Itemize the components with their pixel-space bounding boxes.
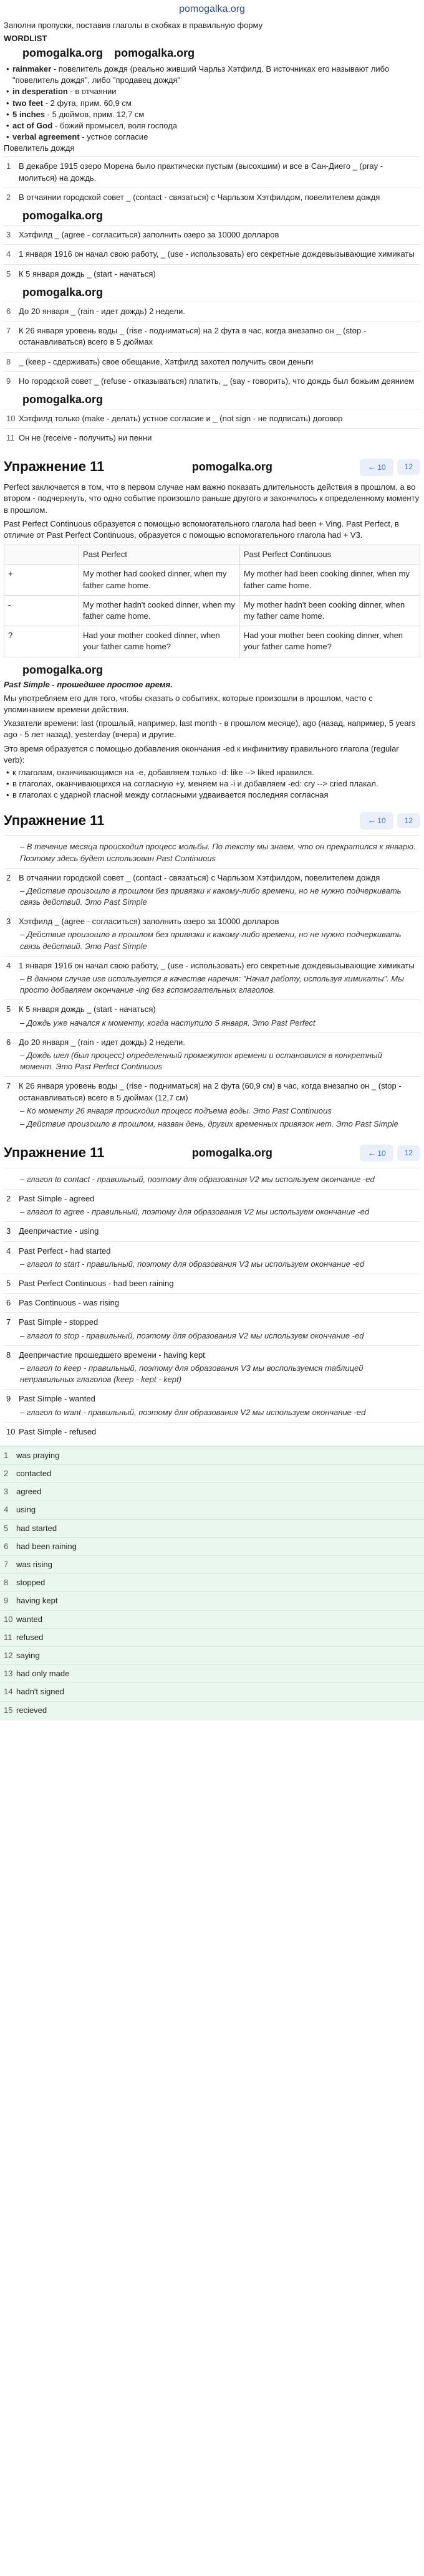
past-simple-paragraph: Мы употребляем его для того, чтобы сказать о событиях, которые произошли в прошлом, часто с упоминанием времени действия. bbox=[4, 693, 373, 715]
explanation-number: 3 bbox=[6, 917, 11, 927]
task-item bbox=[4, 225, 420, 244]
task-item bbox=[4, 188, 420, 207]
answer-number: 5 bbox=[6, 1279, 11, 1289]
task-text: К 26 января уровень воды _ (rise - подниматься) на 2 фута в час, когда внезапно он _ (stop - останавливаться) всего в 5 дюймах bbox=[19, 326, 367, 347]
past-simple-paragraph: Указатели времени: last (прошлый, например, last month - в прошлом месяце), ago (назад, например, 5 years ago - 5 лет назад), yesterday (вчера) и другие. bbox=[4, 718, 416, 740]
wordlist-item bbox=[4, 64, 420, 86]
final-answer-item bbox=[0, 1664, 424, 1682]
explanation-item bbox=[4, 835, 420, 867]
explanation-text: К 5 января дождь _ (start - начаться) bbox=[19, 1004, 156, 1014]
answer-note: – глагол to want - правильный, поэтому для образования V2 мы используем окончание -ed bbox=[6, 1407, 418, 1418]
past-simple-paragraph: Это время образуется с помощью добавления окончания -ed к инфинитиву правильного глагола (regular verb): bbox=[4, 743, 399, 765]
task-text: Он не (receive - получить) ни пенни bbox=[19, 433, 152, 443]
answer-item bbox=[4, 1221, 420, 1241]
answer-item bbox=[4, 1168, 420, 1189]
grammar-paragraph: Past Perfect Continuous образуется с помощью вспомогательного глагола had been + Ving. Past Perfect, в отличие от Past Perfect Continuous, образуется с помощью вспомогательного глагола had + V3. bbox=[4, 518, 399, 540]
task-text: К 5 января дождь _ (start - начаться) bbox=[19, 269, 156, 279]
table-cell: My mother had cooked dinner, when my father came home. bbox=[79, 565, 240, 595]
next-exercise-button[interactable]: 12 bbox=[397, 1145, 420, 1161]
explanation-item bbox=[4, 1033, 420, 1077]
explanation-row bbox=[6, 1080, 418, 1103]
table-cell: Had your mother cooked dinner, when your father came home? bbox=[79, 626, 240, 657]
final-answer-value: stopped bbox=[16, 1578, 46, 1588]
task-item bbox=[4, 264, 420, 284]
explanation-list bbox=[4, 868, 420, 1133]
wordlist-item bbox=[4, 131, 420, 143]
final-answer-item bbox=[0, 1555, 424, 1573]
final-answer-number: 2 bbox=[4, 1469, 9, 1479]
wordlist-term: verbal agreement bbox=[12, 132, 80, 142]
task-number: 4 bbox=[6, 249, 11, 259]
table-cell: Had your mother been cooking dinner, when your father came home? bbox=[239, 626, 420, 657]
final-answer-value: had been raining bbox=[16, 1541, 77, 1551]
explanation-number: 2 bbox=[6, 872, 11, 882]
explanation-row bbox=[6, 916, 418, 927]
explanation-item bbox=[4, 956, 420, 1000]
wordlist-term: two feet bbox=[12, 98, 44, 108]
site-logo[interactable]: pomogalka.org bbox=[179, 4, 245, 14]
answer-row bbox=[6, 1350, 418, 1361]
task-item bbox=[4, 156, 420, 187]
task-text: 1 января 1916 он начал свою работу, _ (use - использовать) его секретные дождевызывающие химикаты bbox=[19, 249, 415, 259]
table-cell: My mother had been cooking dinner, when my father came home. bbox=[239, 565, 420, 595]
past-simple-section bbox=[0, 661, 424, 801]
task-text: В отчаянии городской совет _ (contact - связаться) с Чарльзом Хэтфилдом, повелителем дождя bbox=[19, 192, 380, 202]
wordlist-item bbox=[4, 98, 420, 109]
table-row bbox=[4, 565, 420, 595]
explanation-item bbox=[4, 1076, 420, 1133]
final-answer-value: having kept bbox=[16, 1596, 58, 1606]
final-answer-value: hadn't signed bbox=[16, 1687, 64, 1697]
table-cell: My mother hadn't been cooking dinner, when my father came home. bbox=[239, 595, 420, 626]
final-answer-value: had started bbox=[16, 1523, 57, 1533]
task-item bbox=[4, 409, 420, 428]
wordlist-term: act of God bbox=[12, 120, 53, 130]
explanation-item bbox=[4, 912, 420, 956]
explanation-number: 4 bbox=[6, 960, 11, 970]
prev-exercise-button[interactable]: ← 10 bbox=[360, 459, 393, 476]
answer-row bbox=[6, 1193, 418, 1205]
answer-text: Past Perfect - had started bbox=[19, 1246, 111, 1256]
final-answer-number: 11 bbox=[4, 1632, 12, 1642]
answer-row bbox=[6, 1246, 418, 1257]
answer-number: 2 bbox=[6, 1194, 11, 1204]
final-answer-number: 6 bbox=[4, 1541, 9, 1551]
task-number: 1 bbox=[6, 161, 11, 171]
wordlist-definition: - 5 дюймов, прим. 12,7 см bbox=[45, 109, 145, 119]
final-answer-value: was praying bbox=[16, 1450, 60, 1460]
watermark bbox=[4, 391, 420, 409]
final-answer-number: 13 bbox=[4, 1669, 13, 1679]
explanation-number: 7 bbox=[6, 1081, 11, 1091]
watermark: pomogalka.org bbox=[191, 460, 272, 474]
arrow-left-icon: ← bbox=[367, 462, 377, 472]
final-answer-list bbox=[0, 1445, 424, 1720]
wordlist bbox=[4, 64, 420, 143]
task-number: 2 bbox=[6, 192, 11, 202]
wordlist-item bbox=[4, 120, 420, 131]
answer-item bbox=[4, 1293, 420, 1312]
final-answer-value: wanted bbox=[16, 1614, 42, 1624]
task-text: В декабре 1915 озеро Морена было практически пустым (высохшим) и все в Сан-Диего _ (pray - молиться) на дождь. bbox=[19, 161, 383, 183]
answer-number: 3 bbox=[6, 1226, 11, 1236]
final-answer-number: 4 bbox=[4, 1505, 9, 1515]
answer-row bbox=[6, 1426, 418, 1438]
watermark bbox=[4, 284, 420, 302]
answer-note: – глагол to start - правильный, поэтому для образования V3 мы используем окончание -ed bbox=[6, 1259, 418, 1270]
task-number: 5 bbox=[6, 269, 11, 279]
final-answer-value: was rising bbox=[16, 1560, 52, 1570]
explanation-section bbox=[0, 835, 424, 1133]
final-answer-item bbox=[0, 1573, 424, 1591]
final-answer-value: recieved bbox=[16, 1705, 47, 1715]
explanation-text: В отчаянии городской совет _ (contact - связаться) с Чарльзом Хэтфилдом, повелителем дождя bbox=[19, 872, 380, 882]
final-answer-value: using bbox=[16, 1505, 36, 1515]
final-answer-item bbox=[0, 1500, 424, 1519]
answer-item bbox=[4, 1274, 420, 1293]
final-answer-number: 9 bbox=[4, 1596, 9, 1606]
task-number: 10 bbox=[6, 414, 16, 424]
wordlist-title: WORDLIST bbox=[4, 33, 47, 43]
final-answer-item bbox=[0, 1537, 424, 1555]
past-simple-heading: Past Simple - прошедшее простое время. bbox=[4, 679, 173, 689]
final-answer-number: 3 bbox=[4, 1487, 9, 1497]
exercise-title: Упражнение 11 bbox=[4, 459, 105, 475]
answer-item bbox=[4, 1312, 420, 1345]
ed-rule-item: • к глаголам, оканчивающимся на -e, добавляем только -d: like --> liked нравился. bbox=[4, 767, 420, 778]
watermark-text: pomogalka.org bbox=[22, 393, 104, 406]
explanation-number: 5 bbox=[6, 1004, 11, 1014]
task-number: 11 bbox=[6, 433, 15, 443]
watermark-text: pomogalka.org bbox=[22, 209, 104, 222]
answer-text: Деепричастие прошедшего времени - having kept bbox=[19, 1350, 205, 1360]
explanation-row bbox=[6, 960, 418, 971]
rainmaker-label: Повелитель дождя bbox=[4, 143, 75, 153]
explanation-item bbox=[4, 999, 420, 1032]
task-item bbox=[4, 352, 420, 371]
explanation-note: – Дождь шел (был процесс) определенный промежуток времени и остановился в конкретный момент. Это Past Perfect Continuous bbox=[6, 1050, 418, 1072]
final-answer-value: contacted bbox=[16, 1469, 52, 1479]
explanation-row bbox=[6, 1004, 418, 1015]
exercise-title: Упражнение 11 bbox=[4, 1145, 105, 1161]
watermark: pomogalka.org bbox=[191, 1146, 272, 1159]
explanation-note: – Действие произошло в прошлом без привязки к какому-либо времени, но не нужно подчеркивать связь действий. Это Past Simple bbox=[6, 885, 418, 908]
ed-rule-item: • в глаголах с ударной гласной между согласными удваивается последняя согласная bbox=[4, 789, 420, 801]
final-answer-number: 7 bbox=[4, 1560, 9, 1570]
answer-row bbox=[6, 1226, 418, 1237]
exercise-header bbox=[0, 806, 424, 836]
explanation-note: – В данном случае use используется в качестве наречия: "Начал работу, используя химикаты". Мы просто добавляем окончание -ing без вспомогательных глаголов. bbox=[6, 973, 418, 996]
wordlist-definition: - 2 фута, прим. 60,9 см bbox=[43, 98, 132, 108]
final-answer-item bbox=[0, 1628, 424, 1646]
table-cell: + bbox=[4, 565, 79, 595]
task-item bbox=[4, 244, 420, 264]
task-text: _ (keep - сдерживать) свое обещание, Хэтфилд захотел получить свои деньги bbox=[19, 356, 314, 366]
exercise-title: Упражнение 11 bbox=[4, 812, 105, 828]
answer-item bbox=[4, 1241, 420, 1274]
explanation-note: – В течение месяца происходил процесс мольбы. По тексту мы знаем, что он прекратился к январю. Поэтому здесь будет использован Past Continuous bbox=[6, 841, 418, 864]
answer-row bbox=[6, 1297, 418, 1309]
table-body bbox=[4, 565, 420, 657]
task-text: Хэтфилд только (make - делать) устное согласие и _ (not sign - не подписать) договор bbox=[19, 414, 343, 424]
explanation-number: 6 bbox=[6, 1037, 11, 1047]
answer-item bbox=[4, 1345, 420, 1390]
answer-number: 4 bbox=[6, 1246, 11, 1256]
task-item bbox=[4, 371, 420, 391]
explanation-text: 1 января 1916 он начал свою работу, _ (use - использовать) его секретные дождевызывающие химикаты bbox=[19, 960, 415, 970]
ed-rule-item: • в глаголах, оканчивающихся на согласную +y, меняем на -i и добавляем -ed: cry --> cried плакал. bbox=[4, 778, 420, 789]
answer-text: Деепричастие - using bbox=[19, 1226, 99, 1236]
wordlist-definition: - устное согласие bbox=[79, 132, 148, 142]
exercise-header bbox=[0, 1138, 424, 1168]
table-row bbox=[4, 626, 420, 657]
task-text: До 20 января _ (rain - идет дождь) 2 недели. bbox=[19, 306, 185, 316]
final-answer-item bbox=[0, 1646, 424, 1664]
final-answer-value: agreed bbox=[16, 1487, 42, 1497]
final-answer-number: 12 bbox=[4, 1650, 13, 1660]
wordlist-definition: - божий промысел, воля господа bbox=[52, 120, 178, 130]
final-answer-item bbox=[0, 1591, 424, 1610]
answer-number: 9 bbox=[6, 1394, 11, 1404]
answer-note: – глагол to keep - правильный, поэтому для образования V3 мы воспользуемся таблицей неправильных глаголов (keep - kept - kept) bbox=[6, 1363, 418, 1385]
wordlist-definition: - в отчаянии bbox=[67, 87, 117, 97]
answer-text: Pas Continuous - was rising bbox=[19, 1298, 120, 1308]
task-number: 6 bbox=[6, 306, 11, 316]
explanation-text: До 20 января _ (rain - идет дождь) 2 недели. bbox=[19, 1037, 185, 1047]
explanation-note: – Действие произошло в прошлом, назван день, других временных привязок нет. Это Past Simple bbox=[6, 1119, 418, 1130]
answer-text: Past Simple - refused bbox=[19, 1426, 97, 1436]
final-answer-number: 5 bbox=[4, 1523, 9, 1533]
final-answer-number: 1 bbox=[4, 1450, 9, 1460]
final-answer-item bbox=[0, 1682, 424, 1701]
final-answer-item bbox=[0, 1610, 424, 1628]
explanation-note: – Дождь уже начался к моменту, когда наступило 5 января. Это Past Perfect bbox=[6, 1018, 418, 1029]
final-answer-item bbox=[0, 1464, 424, 1482]
watermark-text: pomogalka.org bbox=[22, 285, 104, 298]
answer-item bbox=[4, 1189, 420, 1221]
watermark: pomogalka.org pomogalka.org bbox=[22, 46, 195, 59]
table-cell: My mother hadn't cooked dinner, when my father came home. bbox=[79, 595, 240, 626]
tense-table bbox=[4, 545, 420, 657]
answer-text: Past Simple - stopped bbox=[19, 1317, 99, 1327]
exercise-header bbox=[0, 452, 424, 482]
task-item bbox=[4, 321, 420, 351]
prev-exercise-button[interactable]: ← 10 bbox=[360, 812, 393, 829]
grammar-paragraph: Perfect заключается в том, что в первом случае нам важно показать длительность действия в прошлом, а во втором - подчеркнуть, что одно событие произошло раньше другого и закончилось к определенному моменту в прошлом. bbox=[4, 482, 420, 515]
answers-section bbox=[0, 1168, 424, 1441]
table-cell: ? bbox=[4, 626, 79, 657]
final-answer-number: 10 bbox=[4, 1614, 13, 1624]
task-number: 7 bbox=[6, 326, 11, 336]
wordlist-term: 5 inches bbox=[12, 109, 46, 119]
wordlist-definition: - повелитель дождя (реально живший Чарльз Хэтфилд. В источниках его называют либо "повелитель дождя", либо "продавец дождя" bbox=[12, 64, 390, 85]
table-header-cell: Past Perfect Continuous bbox=[239, 545, 420, 565]
table-header-row bbox=[4, 545, 420, 565]
table-row bbox=[4, 595, 420, 626]
answer-note: – глагол to stop - правильный, поэтому для образования V2 мы используем окончание -ed bbox=[6, 1330, 418, 1342]
prev-exercise-button[interactable]: ← 10 bbox=[360, 1145, 393, 1162]
arrow-left-icon: ← bbox=[367, 815, 377, 826]
final-answer-item bbox=[0, 1482, 424, 1500]
grammar-section bbox=[0, 482, 424, 541]
final-answer-item bbox=[0, 1519, 424, 1537]
task-item bbox=[4, 302, 420, 321]
next-exercise-button[interactable]: 12 bbox=[397, 459, 420, 475]
task-number: 3 bbox=[6, 230, 11, 240]
answer-row bbox=[6, 1278, 418, 1289]
final-answer-number: 14 bbox=[4, 1687, 13, 1697]
final-answer-number: 15 bbox=[4, 1705, 13, 1715]
answer-row bbox=[6, 1317, 418, 1328]
task-number: 9 bbox=[6, 376, 11, 386]
explanation-note: – Ко моменту 26 января происходил процесс подъема воды. Это Past Continuous bbox=[6, 1105, 418, 1117]
task-item bbox=[4, 428, 420, 447]
explanation-note: – Действие произошло в прошлом без привязки к какому-либо времени, но не нужно подчеркивать связь действий. Это Past Simple bbox=[6, 929, 418, 952]
answer-item bbox=[4, 1422, 420, 1441]
task-list bbox=[0, 156, 424, 447]
explanation-text: К 26 января уровень воды _ (rise - подниматься) на 2 фута (60,9 см) в час, когда внезапно он _ (stop - останавливаться) всего в 5 дюймах (12,7 см) bbox=[19, 1081, 402, 1102]
watermark bbox=[4, 207, 420, 225]
final-answer-number: 8 bbox=[4, 1578, 9, 1588]
final-answer-value: saying bbox=[16, 1650, 40, 1660]
table-header-cell: Past Perfect bbox=[79, 545, 240, 565]
exercise-nav bbox=[360, 812, 420, 829]
wordlist-term: in desperation bbox=[12, 87, 68, 97]
next-exercise-button[interactable]: 12 bbox=[397, 813, 420, 829]
answer-number: 8 bbox=[6, 1350, 11, 1360]
answer-list bbox=[4, 1189, 420, 1441]
answer-text: Past Simple - agreed bbox=[19, 1194, 95, 1204]
wordlist-item bbox=[4, 109, 420, 120]
task-text: Но городской совет _ (refuse - отказываться) платить, _ (say - говорить), что дождь был божьим деянием bbox=[19, 376, 415, 386]
answer-note: – глагол to contact - правильный, поэтому для образования V2 мы используем окончание -ed bbox=[6, 1174, 418, 1185]
wordlist-section bbox=[0, 20, 424, 154]
table-cell: - bbox=[4, 595, 79, 626]
ed-rules-list bbox=[4, 767, 420, 801]
answer-note: – глагол to agree - правильный, поэтому для образования V2 мы используем окончание -ed bbox=[6, 1206, 418, 1218]
answer-number: 10 bbox=[6, 1426, 16, 1436]
answer-item bbox=[4, 1389, 420, 1421]
exercise-instructions: Заполни пропуски, поставив глаголы в скобках в правильную форму bbox=[4, 21, 263, 31]
explanation-row bbox=[6, 1037, 418, 1048]
watermark: pomogalka.org bbox=[22, 663, 104, 676]
answer-text: Past Simple - wanted bbox=[19, 1394, 95, 1404]
final-answer-item bbox=[0, 1446, 424, 1464]
task-text: Хэтфилд _ (agree - согласиться) заполнить озеро за 10000 долларов bbox=[19, 230, 279, 240]
final-answer-value: had only made bbox=[16, 1669, 70, 1679]
arrow-left-icon: ← bbox=[367, 1147, 377, 1158]
answer-number: 6 bbox=[6, 1298, 11, 1308]
explanation-item bbox=[4, 868, 420, 912]
table-header-cell bbox=[4, 545, 79, 565]
final-answer-value: refused bbox=[16, 1632, 44, 1642]
explanation-text: Хэтфилд _ (agree - согласиться) заполнить озеро за 10000 долларов bbox=[19, 917, 279, 927]
answer-text: Past Perfect Continuous - had been raining bbox=[19, 1279, 174, 1289]
explanation-row bbox=[6, 872, 418, 884]
exercise-nav bbox=[360, 1145, 420, 1162]
answer-number: 7 bbox=[6, 1317, 11, 1327]
task-number: 8 bbox=[6, 356, 11, 366]
exercise-nav bbox=[360, 459, 420, 476]
wordlist-item bbox=[4, 86, 420, 97]
answer-row bbox=[6, 1393, 418, 1405]
final-answer-item bbox=[0, 1701, 424, 1719]
wordlist-term: rainmaker bbox=[12, 64, 52, 74]
